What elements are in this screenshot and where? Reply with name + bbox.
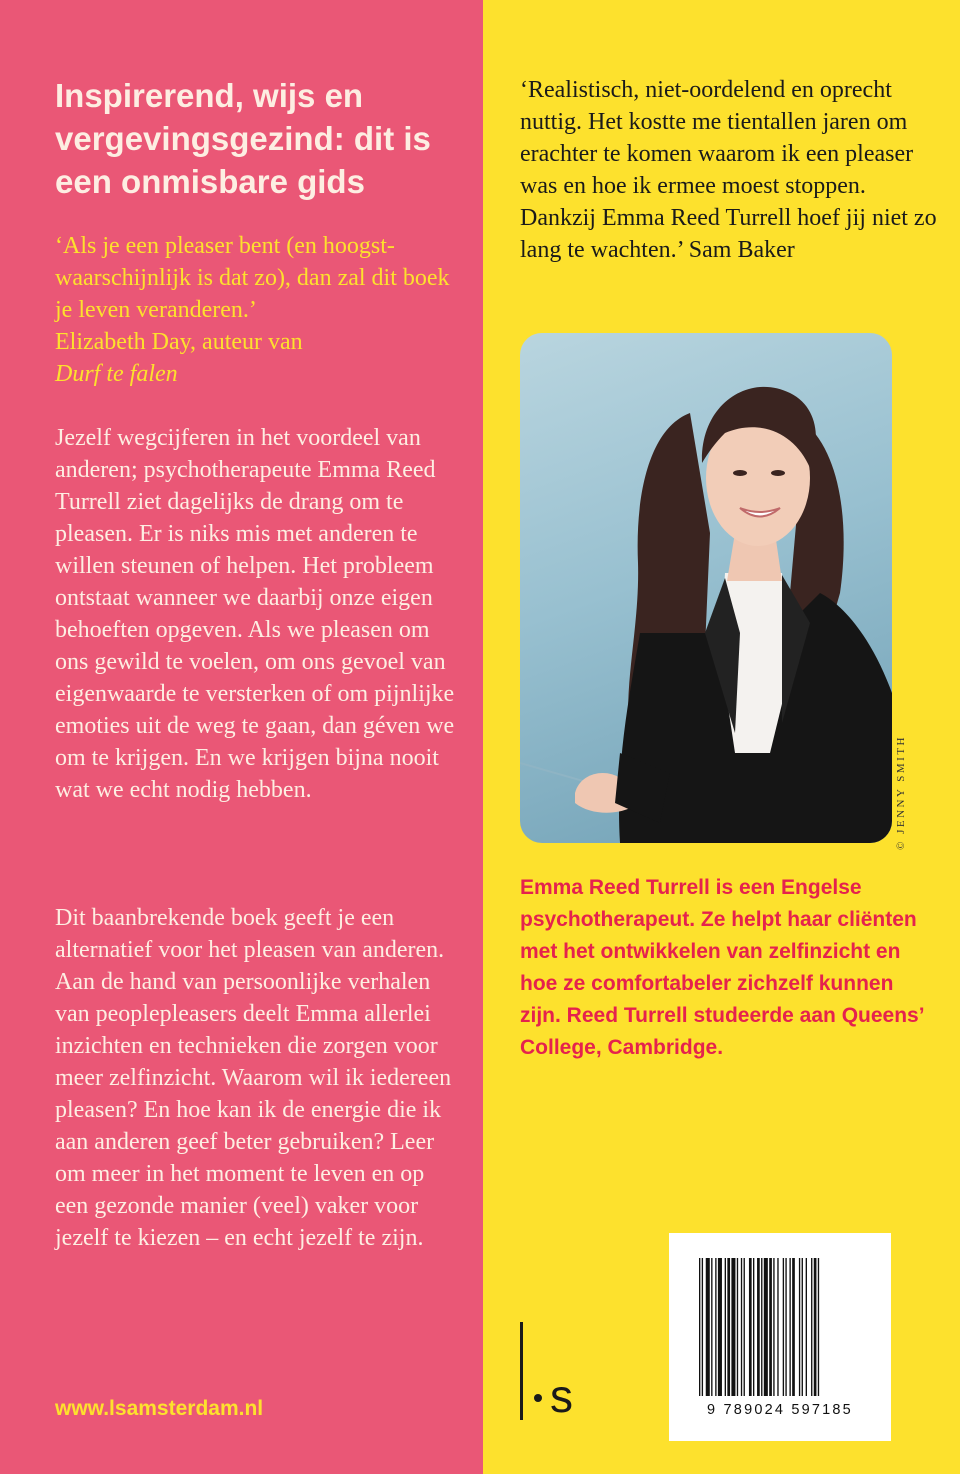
ls-logo-icon bbox=[512, 1322, 592, 1422]
headline: Inspirerend, wijs en vergevingsgezind: dit is een onmisbare gids bbox=[55, 77, 431, 200]
quote-book-title: Durf te falen bbox=[55, 361, 178, 387]
body-paragraph-1: Jezelf wegcijferen in het voordeel van anderen; psychotherapeute Emma Reed Turrell ziet dagelijks de drang om te pleasen. Er is niks mis met anderen te willen steunen of helpen. Het probleem ontstaat wanneer we daarbij onze eigen behoeften opgeven. Als we pleasen om ons gewild te voelen, om ons gevoel van eigenwaarde te versterken of om pijnlijke emoties uit de weg te gaan, dan géven we om te krijgen. En we krijgen bijna nooit wat we echt nodig hebben. bbox=[55, 425, 455, 803]
photo-credit: © JENNY SMITH bbox=[895, 734, 907, 850]
body-paragraph-2: Dit baanbrekende boek geeft je een alternatief voor het pleasen van anderen. Aan de hand van persoonlijke verhalen van peoplepleasers deelt Emma allerlei inzichten en technieken die zorgen voor meer zelfinzicht. Waarom wil ik iedereen pleasen? En hoe kan ik de energie die ik aan anderen geef beter gebruiken? Leer om meer in het moment te leven en op een gezonde manier (veel) vaker voor jezelf te kiezen – en echt jezelf te zijn. bbox=[55, 905, 452, 1251]
author-bio: Emma Reed Turrell is een Engelse psychotherapeut. Ze helpt haar cliënten met het ontwikkelen van zelfinzicht en hoe ze comfortabeler zichzelf kunnen zijn. Reed Turrell studeerde aan Queens’ College, Cambridge. bbox=[520, 876, 924, 1059]
barcode-icon bbox=[699, 1258, 861, 1396]
endorsement-quote-left bbox=[55, 230, 455, 390]
quote-text: ‘Als je een pleaser bent (en hoogstwaarschijnlijk is dat zo), dan zal dit boek je leven veranderen.’ bbox=[55, 233, 450, 323]
quote-attribution: Elizabeth Day, auteur van bbox=[55, 329, 303, 355]
isbn-number: 9 789024 597185 bbox=[707, 1402, 853, 1418]
svg-text:s: s bbox=[550, 1370, 573, 1422]
publisher-website[interactable]: www.lsamsterdam.nl bbox=[55, 1397, 264, 1420]
author-photo bbox=[520, 333, 892, 843]
endorsement-quote-right: ‘Realistisch, niet-oordelend en oprecht nuttig. Het kostte me tientallen jaren om erachter te komen waarom ik een pleaser was en hoe ik ermee moest stoppen. Dankzij Emma Reed Turrell hoef jij niet zo lang te wachten.’ Sam Baker bbox=[520, 77, 937, 263]
barcode-box bbox=[669, 1233, 891, 1441]
